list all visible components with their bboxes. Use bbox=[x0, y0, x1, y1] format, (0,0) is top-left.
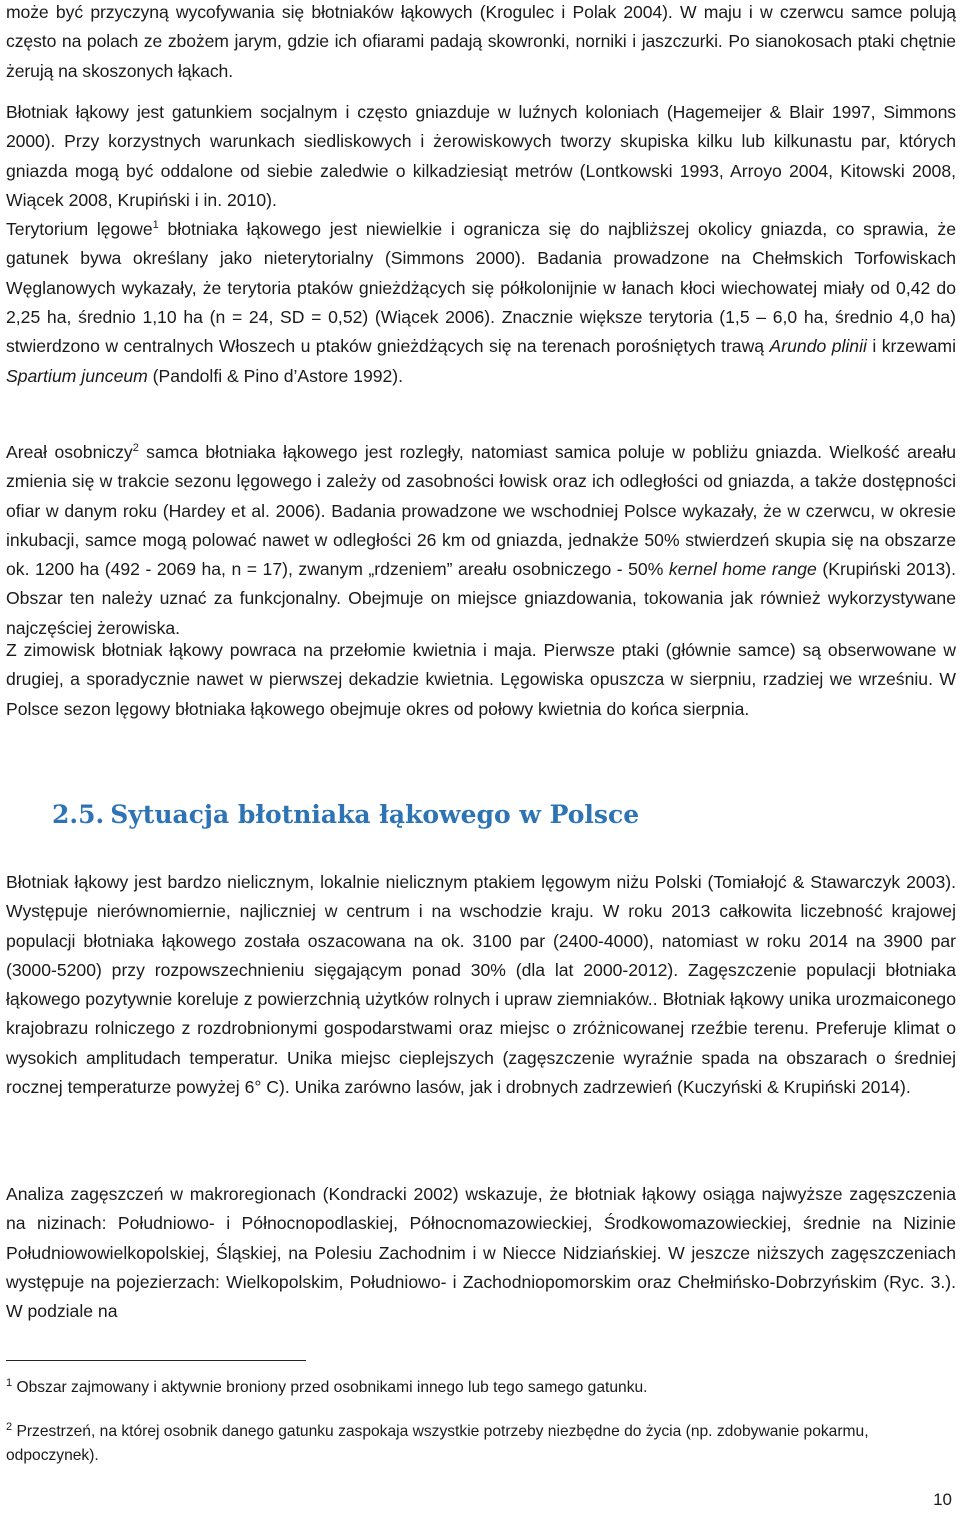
paragraph-4-text: Z zimowisk błotniak łąkowy powraca na przełomie kwietnia i maja. Pierwsze ptaki (głównie samce) są obserwowane w drugiej, a sporadycznie nawet w pierwszej dekadzie kwietnia. Lęgowiska opuszcza w sierpniu, rzadziej we wrześniu. W Polsce sezon lęgowy błotniaka łąkowego obejmuje okres od połowy kwietnia do końca sierpnia. bbox=[6, 640, 956, 719]
paragraph-2-part-e: i krzewami bbox=[866, 336, 957, 357]
paragraph-2-part-c: Terytorium lęgowe bbox=[6, 219, 153, 240]
section-title: Sytuacja błotniaka łąkowego w Polsce bbox=[110, 800, 640, 829]
paragraph-1-text: może być przyczyną wycofywania się błotniaków łąkowych (Krogulec i Polak 2004). W maju i w czerwcu samce polują często na polach ze zbożem jarym, gdzie ich ofiarami padają skowronki, norniki i jaszczurki. Po sianokosach ptaki chętnie żerują na skoszonych łąkach. bbox=[6, 2, 956, 81]
paragraph-4 bbox=[6, 636, 956, 724]
footnote-2 bbox=[6, 1420, 946, 1468]
paragraph-2-part-b: Przy korzystnych warunkach siedliskowych i żerowiskowych tworzy skupiska kilku lub kilkunastu par, których gniazda mogą być oddalone od siebie zaledwie o kilkadziesiąt metrów (Lontkowski 1993, Arroyo 2004, Kitowski 2008, Wiącek 2008, Krupiński i in. 2010). bbox=[6, 131, 957, 210]
paragraph-1 bbox=[6, 0, 956, 86]
paragraph-2-part-a: Błotniak łąkowy jest gatunkiem socjalnym i często gniazduje w luźnych koloniach (Hagemeijer & Blair 1997, Simmons 2000). bbox=[6, 102, 956, 152]
paragraph-3-part-b: samca błotniaka łąkowego jest rozległy, natomiast samica poluje w pobliżu gniazda. Wielkość areału zmienia się w trakcie sezonu lęgowego i zależy od zasobności łowisk oraz ich odległości od gniazda, a także dostępności ofiar w danym roku (Hardey et al. 2006). Badania prowadzone we wschodniej Polsce wykazały, że w czerwcu, w okresie inkubacji, samce mogą polować nawet w odległości 26 km od gniazda, jednakże 50% stwierdzeń skupia się na obszarze ok. 1200 ha (492 - 2069 ha, n = 17), zwanym „rdzeniem” areału osobniczego - 50% bbox=[6, 442, 956, 580]
paragraph-3-part-c: (Krupiński 2013). Obszar ten należy uznać za funkcjonalny. Obejmuje on miejsce gniazdowania, tokowania jak również wykorzystywane najczęściej żerowiska. bbox=[6, 559, 956, 638]
paragraph-2-part-f: (Pandolfi & Pino d’Astore 1992). bbox=[147, 365, 404, 386]
footnote-1-text: Obszar zajmowany i aktywnie broniony przed osobnikami innego lub tego samego gatunku. bbox=[12, 1379, 648, 1396]
paragraph-5-text: Błotniak łąkowy jest bardzo nielicznym, lokalnie nielicznym ptakiem lęgowym niżu Polski (Tomiałojć & Stawarczyk 2003). Występuje nierównomiernie, najliczniej w centrum i na wschodzie kraju. W roku 2013 całkowita liczebność krajowej populacji błotniaka łąkowego została oszacowana na ok. 3100 par (2400-4000), natomiast w roku 2014 na 3900 par (3000-5200) przy rozpowszechnieniu sięgającym ponad 30% (dla lat 2000-2012). Zagęszczenie populacji błotniaka łąkowego pozytywnie koreluje z powierzchnią użytków rolnych i upraw ziemniaków.. Błotniak łąkowy unika urozmaiconego krajobrazu rolniczego z rozdrobnionymi gospodarstwami oraz miejsc o zróżnicowanej rzeźbie terenu. Preferuje klimat o wysokich amplitudach temperatur. Unika miejsc cieplejszych (zagęszczenie wyraźnie spada na obszarach o średniej rocznej temperaturze powyżej 6° C). Unika zarówno lasów, jak i drobnych zadrzewień (Kuczyński & Krupiński 2014). bbox=[6, 872, 956, 1098]
footnote-1 bbox=[6, 1376, 946, 1400]
section-heading bbox=[52, 800, 639, 829]
footnote-ref-2: 2 bbox=[132, 442, 139, 455]
paragraph-3 bbox=[6, 438, 956, 643]
section-number: 2.5. bbox=[52, 800, 105, 829]
footnote-separator bbox=[6, 1360, 306, 1361]
paragraph-5 bbox=[6, 868, 956, 1102]
paragraph-6 bbox=[6, 1180, 956, 1326]
paragraph-2-part-d: błotniaka łąkowego jest niewielkie i ogranicza się do najbliższej okolicy gniazda, co sprawia, że gatunek bywa określany jako nieterytorialny (Simmons 2000). Badania prowadzone na Chełmskich Torfowiskach Węglanowych wykazały, że terytoria ptaków gnieżdżących się półkolonijnie w łanach kłoci wiechowatej miały od 0,42 do 2,25 ha, średnio 1,10 ha (n = 24, SD = 0,52) (Wiącek 2006). Znacznie większe terytoria (1,5 – 6,0 ha, średnio 4,0 ha) stwierdzono w centralnych Włoszech u ptaków gnieżdżących się na terenach porośniętych trawą bbox=[6, 219, 956, 357]
paragraph-6-text: Analiza zagęszczeń w makroregionach (Kondracki 2002) wskazuje, że błotniak łąkowy osiąga najwyższe zagęszczenia na nizinach: Południowo- i Północnopodlaskiej, Północnomazowieckiej, Środkowomazowieckiej, średnie na Nizinie Południowowielkopolskiej, Śląskiej, na Polesiu Zachodnim i w Niecce Nidziańskiej. W jeszcze niższych zagęszczeniach występuje na pojezierzach: Wielkopolskim, Południowo- i Zachodniopomorskim oraz Chełmińsko-Dobrzyńskim (Ryc. 3.). W podziale na bbox=[6, 1184, 956, 1322]
term-kernel-home-range: kernel home range bbox=[668, 559, 817, 580]
page-number: 10 bbox=[933, 1490, 952, 1509]
paragraph-2 bbox=[6, 98, 956, 391]
species-name-arundo: Arundo plinii bbox=[769, 336, 867, 357]
footnote-2-text: Przestrzeń, na której osobnik danego gatunku zaspokaja wszystkie potrzeby niezbędne do życia (np. zdobywanie pokarmu, odpoczynek). bbox=[6, 1423, 869, 1464]
paragraph-3-part-a: Areał osobniczy bbox=[6, 442, 133, 462]
footnote-2-number: 2 bbox=[6, 1420, 13, 1433]
species-name-spartium: Spartium junceum bbox=[6, 365, 148, 386]
footnote-ref-1: 1 bbox=[152, 219, 159, 232]
footnote-1-number: 1 bbox=[6, 1376, 13, 1389]
